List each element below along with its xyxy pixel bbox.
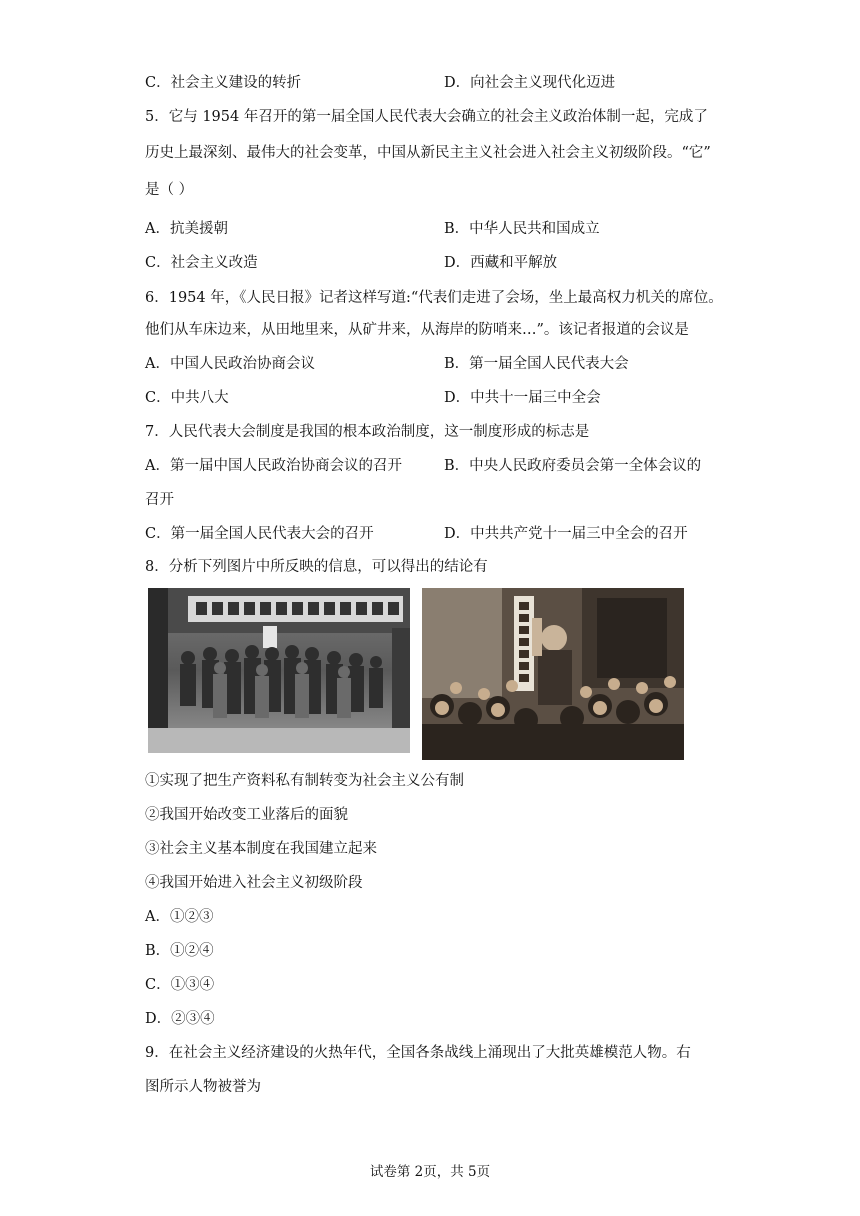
- q8-item-1: ①实现了把生产资料私有制转变为社会主义公有制: [145, 773, 464, 789]
- q6-option-c: C．中共八大: [145, 390, 229, 406]
- q8-item-3: ③社会主义基本制度在我国建立起来: [145, 841, 377, 857]
- q6-option-a: A．中国人民政治协商会议: [145, 356, 315, 372]
- q5-option-b: B．中华人民共和国成立: [444, 221, 600, 237]
- q6-option-b: B．第一届全国人民代表大会: [444, 356, 629, 372]
- page-footer: 试卷第 2页，共 5页: [369, 1164, 491, 1180]
- q8-option-b: B．①②④: [145, 943, 214, 959]
- q9-stem-line1: 9．在社会主义经济建设的火热年代，全国各条战线上涌现出了大批英雄模范人物。右: [145, 1045, 691, 1061]
- q8-option-d: D．②③④: [145, 1011, 215, 1027]
- q5-stem-line2: 历史上最深刻、最伟大的社会变革，中国从新民主主义社会进入社会主义初级阶段。“它”: [145, 145, 711, 161]
- q7-option-d: D．中共共产党十一届三中全会的召开: [444, 526, 688, 542]
- q7-option-c: C．第一届全国人民代表大会的召开: [145, 526, 374, 542]
- q8-option-a: A．①②③: [145, 909, 214, 925]
- q6-stem-line2: 他们从车床边来，从田地里来，从矿井来，从海岸的防哨来…”。该记者报道的会议是: [145, 322, 689, 338]
- q4-option-c: C．社会主义建设的转折: [145, 75, 302, 91]
- q5-option-a: A．抗美援朝: [145, 221, 228, 237]
- q7-option-b: B．中央人民政府委员会第一全体会议的: [444, 458, 702, 474]
- q7-option-b-continued: 召开: [145, 492, 174, 508]
- q5-option-c: C．社会主义改造: [145, 255, 258, 271]
- q7-option-a: A．第一届中国人民政治协商会议的召开: [145, 458, 402, 474]
- q7-stem-line1: 7．人民代表大会制度是我国的根本政治制度，这一制度形成的标志是: [145, 424, 590, 440]
- q8-item-4: ④我国开始进入社会主义初级阶段: [145, 875, 363, 891]
- q6-stem-line1: 6．1954 年，《人民日报》记者这样写道:“代表们走进了会场，坐上最高权力机关的席位。: [145, 290, 723, 306]
- crowd-storefront-photo: [148, 588, 410, 753]
- q5-stem-line1: 5．它与 1954 年召开的第一届全国人民代表大会确立的社会主义政治体制一起，完成了: [145, 109, 708, 125]
- q8-stem-line1: 8．分析下列图片中所反映的信息，可以得出的结论有: [145, 559, 488, 575]
- q6-option-d: D．中共十一届三中全会: [444, 390, 601, 406]
- q4-option-d: D．向社会主义现代化迈进: [444, 75, 616, 91]
- q8-option-c: C．①③④: [145, 977, 215, 993]
- q5-option-d: D．西藏和平解放: [444, 255, 558, 271]
- celebration-placard-photo: [422, 588, 684, 760]
- q8-item-2: ②我国开始改变工业落后的面貌: [145, 807, 348, 823]
- q5-stem-line3: 是（ ）: [145, 182, 194, 198]
- q9-stem-line2: 图所示人物被誉为: [145, 1079, 261, 1095]
